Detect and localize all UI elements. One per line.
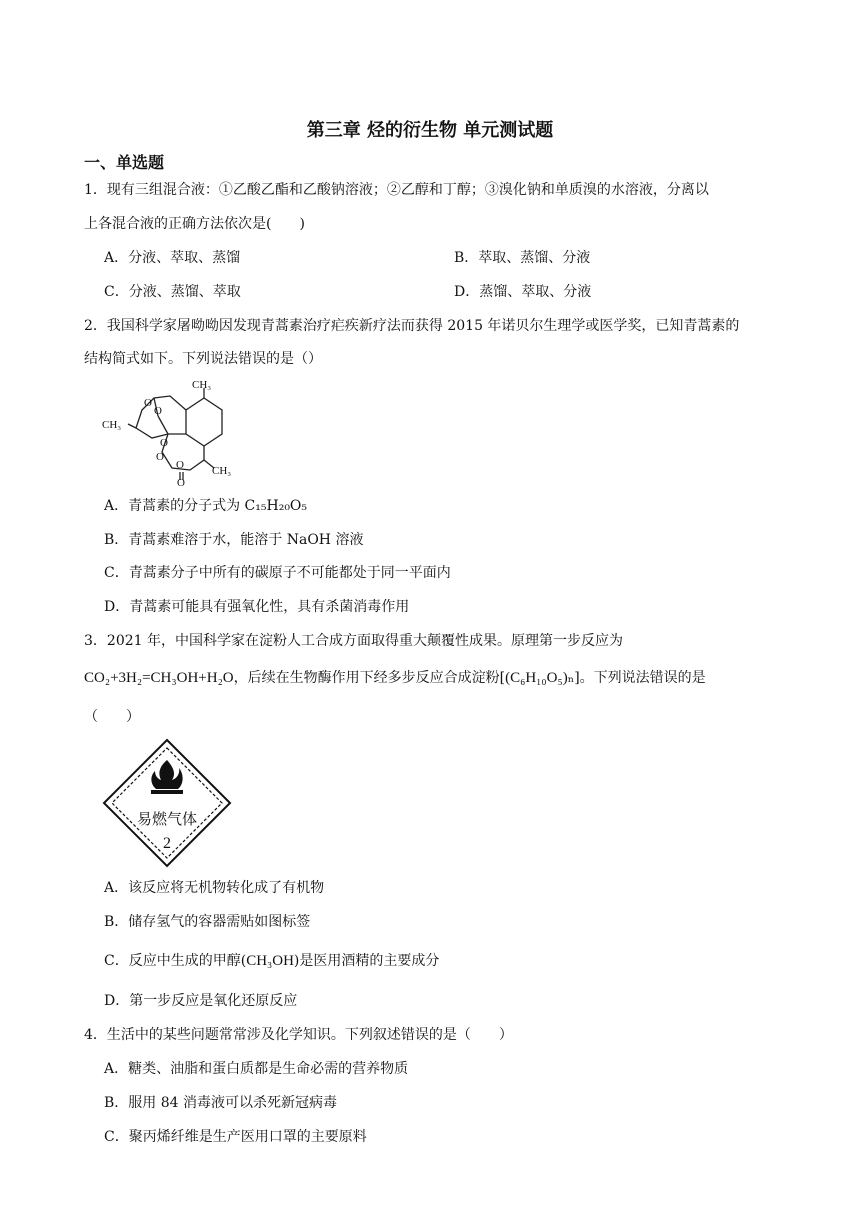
- svg-text:O: O: [176, 459, 184, 471]
- q2-stem-line2: 结构简式如下。下列说法错误的是（）: [84, 351, 322, 367]
- q3-option-c-part2: )是医用酒精的主要成分: [293, 953, 440, 969]
- q2-stem-line1: 2．我国科学家屠呦呦因发现青蒿素治疗疟疾新疗法而获得 2015 年诺贝尔生理学或医学奖，已知青蒿素的: [84, 318, 740, 334]
- q3-option-c-part1: C．反应中生成的甲醇(: [104, 953, 247, 969]
- q4-option-b: B．服用 84 消毒液可以杀死新冠病毒: [104, 1095, 338, 1111]
- hazard-label-text: 易燃气体: [136, 810, 198, 828]
- q3-stem-line2-text: ，后续在生物酶作用下经多步反应合成淀粉[: [233, 670, 506, 686]
- q3-stem-line1: 3．2021 年，中国科学家在淀粉人工合成方面取得重大颠覆性成果。原理第一步反应为: [84, 633, 623, 649]
- section-heading: 一、单选题: [84, 153, 165, 172]
- svg-text:O: O: [156, 451, 164, 463]
- q1-stem-line2: 上各混合液的正确方法依次是( ): [84, 216, 305, 232]
- q2-option-d: D．青蒿素可能具有强氧化性，具有杀菌消毒作用: [104, 599, 410, 615]
- q3-option-b: B．储存氢气的容器需贴如图标签: [104, 914, 311, 930]
- q3-option-d: D．第一步反应是氧化还原反应: [104, 993, 298, 1009]
- artemisinin-structure-figure: [100, 376, 240, 486]
- q1-option-a: A．分液、萃取、蒸馏: [104, 250, 241, 266]
- q1-option-b: B．萃取、蒸馏、分液: [454, 250, 591, 266]
- svg-text:O: O: [160, 437, 168, 449]
- q3-stem-line2-end: ]。下列说法错误的是: [574, 670, 706, 686]
- q3-option-a: A．该反应将无机物转化成了有机物: [104, 880, 325, 896]
- carbonyl-o-label: O: [177, 477, 185, 486]
- q1-option-c: C．分液、蒸馏、萃取: [104, 284, 241, 300]
- q3-stem-line2: [84, 668, 706, 688]
- q3-stem-line3: （ ）: [84, 709, 140, 725]
- ch3-right-label: CH₃: [212, 465, 232, 477]
- reaction-equation: CO₂+3H₂=CH₃OH+H₂O: [84, 670, 234, 686]
- q1-stem-line1: 1．现有三组混合液：①乙酸乙酯和乙酸钠溶液；②乙醇和丁醇；③溴化钠和单质溴的水溶液，分离以: [84, 182, 709, 198]
- q1-option-d: D．蒸馏、萃取、分液: [454, 284, 592, 300]
- q2-option-b: B．青蒿素难溶于水，能溶于 NaOH 溶液: [104, 532, 364, 548]
- svg-text:O: O: [144, 397, 152, 409]
- q4-option-a: A．糖类、油脂和蛋白质都是生命必需的营养物质: [104, 1061, 409, 1077]
- ch3-top-label: CH₃: [192, 379, 212, 391]
- q2-option-a: A．青蒿素的分子式为 C₁₅H₂₀O₅: [104, 498, 308, 514]
- methanol-formula: CH₃OH: [246, 953, 294, 969]
- hazard-class-number: 2: [163, 835, 171, 852]
- page-title: 第三章 烃的衍生物 单元测试题: [306, 120, 554, 141]
- flammable-gas-label-figure: [102, 738, 232, 868]
- svg-text:O: O: [154, 405, 162, 417]
- q2-option-c: C．青蒿素分子中所有的碳原子不可能都处于同一平面内: [104, 565, 451, 581]
- q4-stem-line1: 4．生活中的某些问题常常涉及化学知识。下列叙述错误的是（ ）: [84, 1027, 513, 1043]
- starch-formula: (C₆H₁₀O₅)ₙ: [505, 670, 575, 686]
- ch3-left-label: CH₃: [102, 419, 122, 431]
- q4-option-c: C．聚丙烯纤维是生产医用口罩的主要原料: [104, 1129, 367, 1145]
- q3-option-c: [104, 951, 439, 971]
